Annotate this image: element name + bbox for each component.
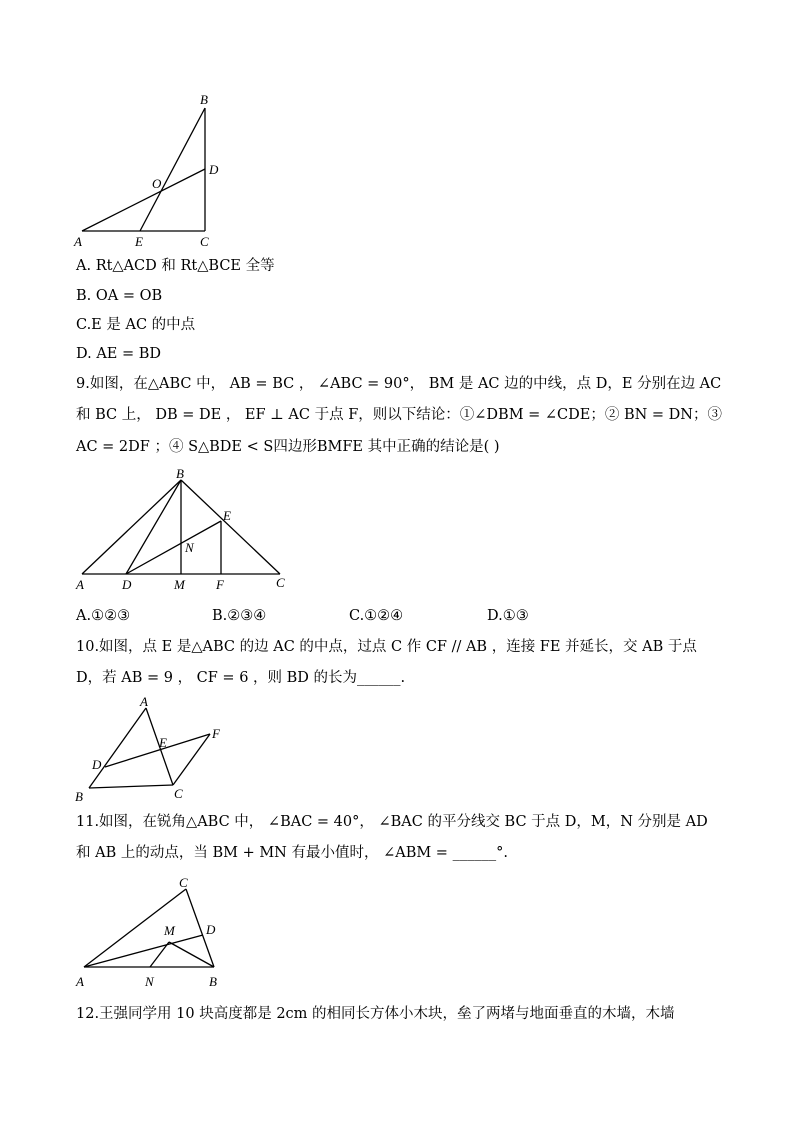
label-m: M	[164, 923, 175, 938]
q8-option-b: B. OA = OB	[76, 288, 163, 304]
label-a: A	[76, 974, 84, 989]
label-b: B	[75, 789, 83, 804]
label-m: M	[174, 577, 185, 592]
q8-option-d: D. AE = BD	[76, 346, 162, 362]
figure-q9	[70, 468, 300, 593]
label-d: D	[122, 577, 132, 592]
segment-ab	[89, 708, 146, 788]
label-d: D	[92, 757, 102, 772]
label-d: D	[209, 162, 219, 177]
label-n: N	[185, 540, 194, 555]
label-f: F	[216, 577, 224, 592]
label-e: E	[159, 735, 167, 750]
figure-q8	[60, 90, 240, 250]
q10-line-2: D，若 AB = 9 ， CF = 6 ，则 BD 的长为______.	[76, 670, 406, 686]
q8-option-a: A. Rt△ACD 和 Rt△BCE 全等	[76, 258, 275, 274]
q9-line-2: 和 BC 上， DB = DE ， EF ⊥ AC 于点 F，则以下结论：①∠DBM = ∠CDE；② BN = DN；③	[76, 407, 722, 423]
segment-bc	[89, 785, 173, 788]
q10-line-1: 10.如图，点 E 是△ABC 的边 AC 的中点，过点 C 作 CF // AB ，连接 FE 并延长，交 AB 于点	[76, 639, 697, 655]
label-a: A	[74, 234, 82, 249]
label-o: O	[152, 176, 162, 191]
label-c: C	[174, 786, 183, 801]
q11-line-1: 11.如图，在锐角△ABC 中， ∠BAC = 40°， ∠BAC 的平分线交 BC 于点 D，M，N 分别是 AD	[76, 814, 708, 830]
q9-line-3: AC = 2DF ；④ S△BDE < S四边形BMFE 其中正确的结论是( )	[76, 439, 500, 455]
q9-option-d: D.①③	[487, 608, 529, 624]
q9-line-1: 9.如图，在△ABC 中， AB = BC ， ∠ABC = 90°， BM 是 AC 边的中线，点 D，E 分别在边 AC	[76, 376, 722, 392]
segment-eb	[140, 108, 205, 231]
q9-option-a: A.①②③	[76, 608, 131, 624]
label-d: D	[206, 922, 216, 937]
label-c: C	[179, 875, 188, 890]
q12-line-1: 12.王强同学用 10 块高度都是 2cm 的相同长方体小木块，垒了两堵与地面垂直的木墙，木墙	[76, 1006, 675, 1022]
label-e: E	[135, 234, 143, 249]
segment-nm	[150, 942, 169, 967]
label-e: E	[223, 508, 231, 523]
q9-option-b: B.②③④	[212, 608, 267, 624]
segment-ad	[82, 169, 205, 231]
label-f: F	[212, 726, 220, 741]
figure-q11	[70, 868, 240, 993]
q8-option-c: C.E 是 AC 的中点	[76, 317, 196, 333]
segment-ab	[82, 480, 181, 574]
segment-cf	[173, 734, 210, 785]
label-c: C	[200, 234, 209, 249]
segment-mb	[169, 942, 214, 967]
label-c: C	[276, 575, 285, 590]
label-a: A	[76, 577, 84, 592]
segment-db	[126, 480, 181, 574]
label-a: A	[140, 694, 148, 709]
label-b: B	[200, 92, 208, 107]
label-n: N	[145, 974, 154, 989]
segment-de	[126, 521, 221, 574]
label-b: B	[176, 466, 184, 481]
q9-option-c: C.①②④	[349, 608, 404, 624]
figure-q10	[70, 692, 240, 807]
segment-bc	[181, 480, 280, 574]
label-b: B	[209, 974, 217, 989]
q11-line-2: 和 AB 上的动点，当 BM + MN 有最小值时， ∠ABM = ______°.	[76, 845, 508, 861]
